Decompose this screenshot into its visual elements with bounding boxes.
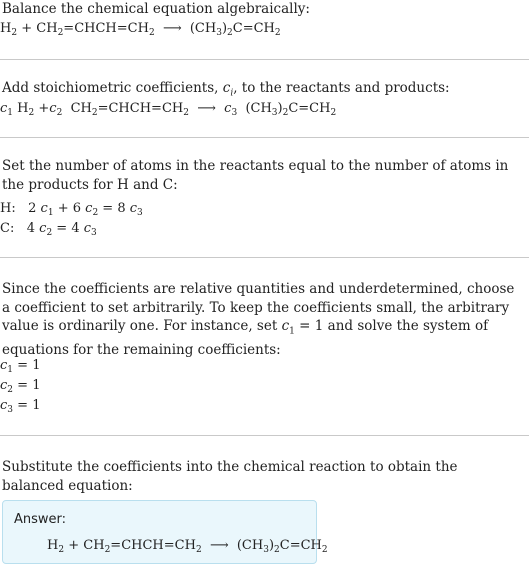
- divider: [0, 137, 529, 138]
- solution-c1: $c_1 = 1$: [0, 358, 41, 375]
- coefficient-equation: $c_1$ $H_2 +c_2$ $CH_2=CHCH=CH_2$ ⟶ $c_3$ $(CH_3)_2C=CH_2$: [0, 101, 337, 118]
- answer-label: Answer:: [14, 512, 67, 527]
- divider: [0, 435, 529, 436]
- answer-box: [2, 500, 328, 564]
- divider: [0, 59, 529, 60]
- balanced-equation: $H_2$ + $CH_2=CHCH=CH_2$ ⟶ $(CH_3)_2C=CH_2$: [47, 538, 328, 555]
- step1-text: Balance the chemical equation algebraically:: [2, 1, 310, 17]
- step2-text: Add stoichiometric coefficients, $c_i$, to the reactants and products:: [2, 80, 450, 99]
- solution-c3: $c_3 = 1$: [0, 398, 41, 415]
- divider: [0, 257, 529, 258]
- step4-text: Since the coefficients are relative quantities and underdetermined, choose a coefficient to set arbitrarily. To keep the coefficients small, the arbitrary value is ordinarily one. For instance, set $c_1 = 1$ and solve the system of equations for the remaining coefficients:: [2, 281, 515, 359]
- solution-c2: $c_2 = 1$: [0, 378, 41, 395]
- h-balance-row: H: 2 $c_1 + 6$ $c_2 = 8$ $c_3$: [0, 201, 143, 218]
- step3-text: Set the number of atoms in the reactants equal to the number of atoms in the products for H and C:: [2, 158, 509, 193]
- unbalanced-equation: $H_2$ + $CH_2=CHCH=CH_2$ ⟶ $(CH_3)_2C=CH_2$: [0, 21, 281, 38]
- step5-text: Substitute the coefficients into the chemical reaction to obtain the balanced equation:: [2, 459, 458, 494]
- c-balance-row: C: 4 $c_2 = 4$ $c_3$: [0, 221, 97, 238]
